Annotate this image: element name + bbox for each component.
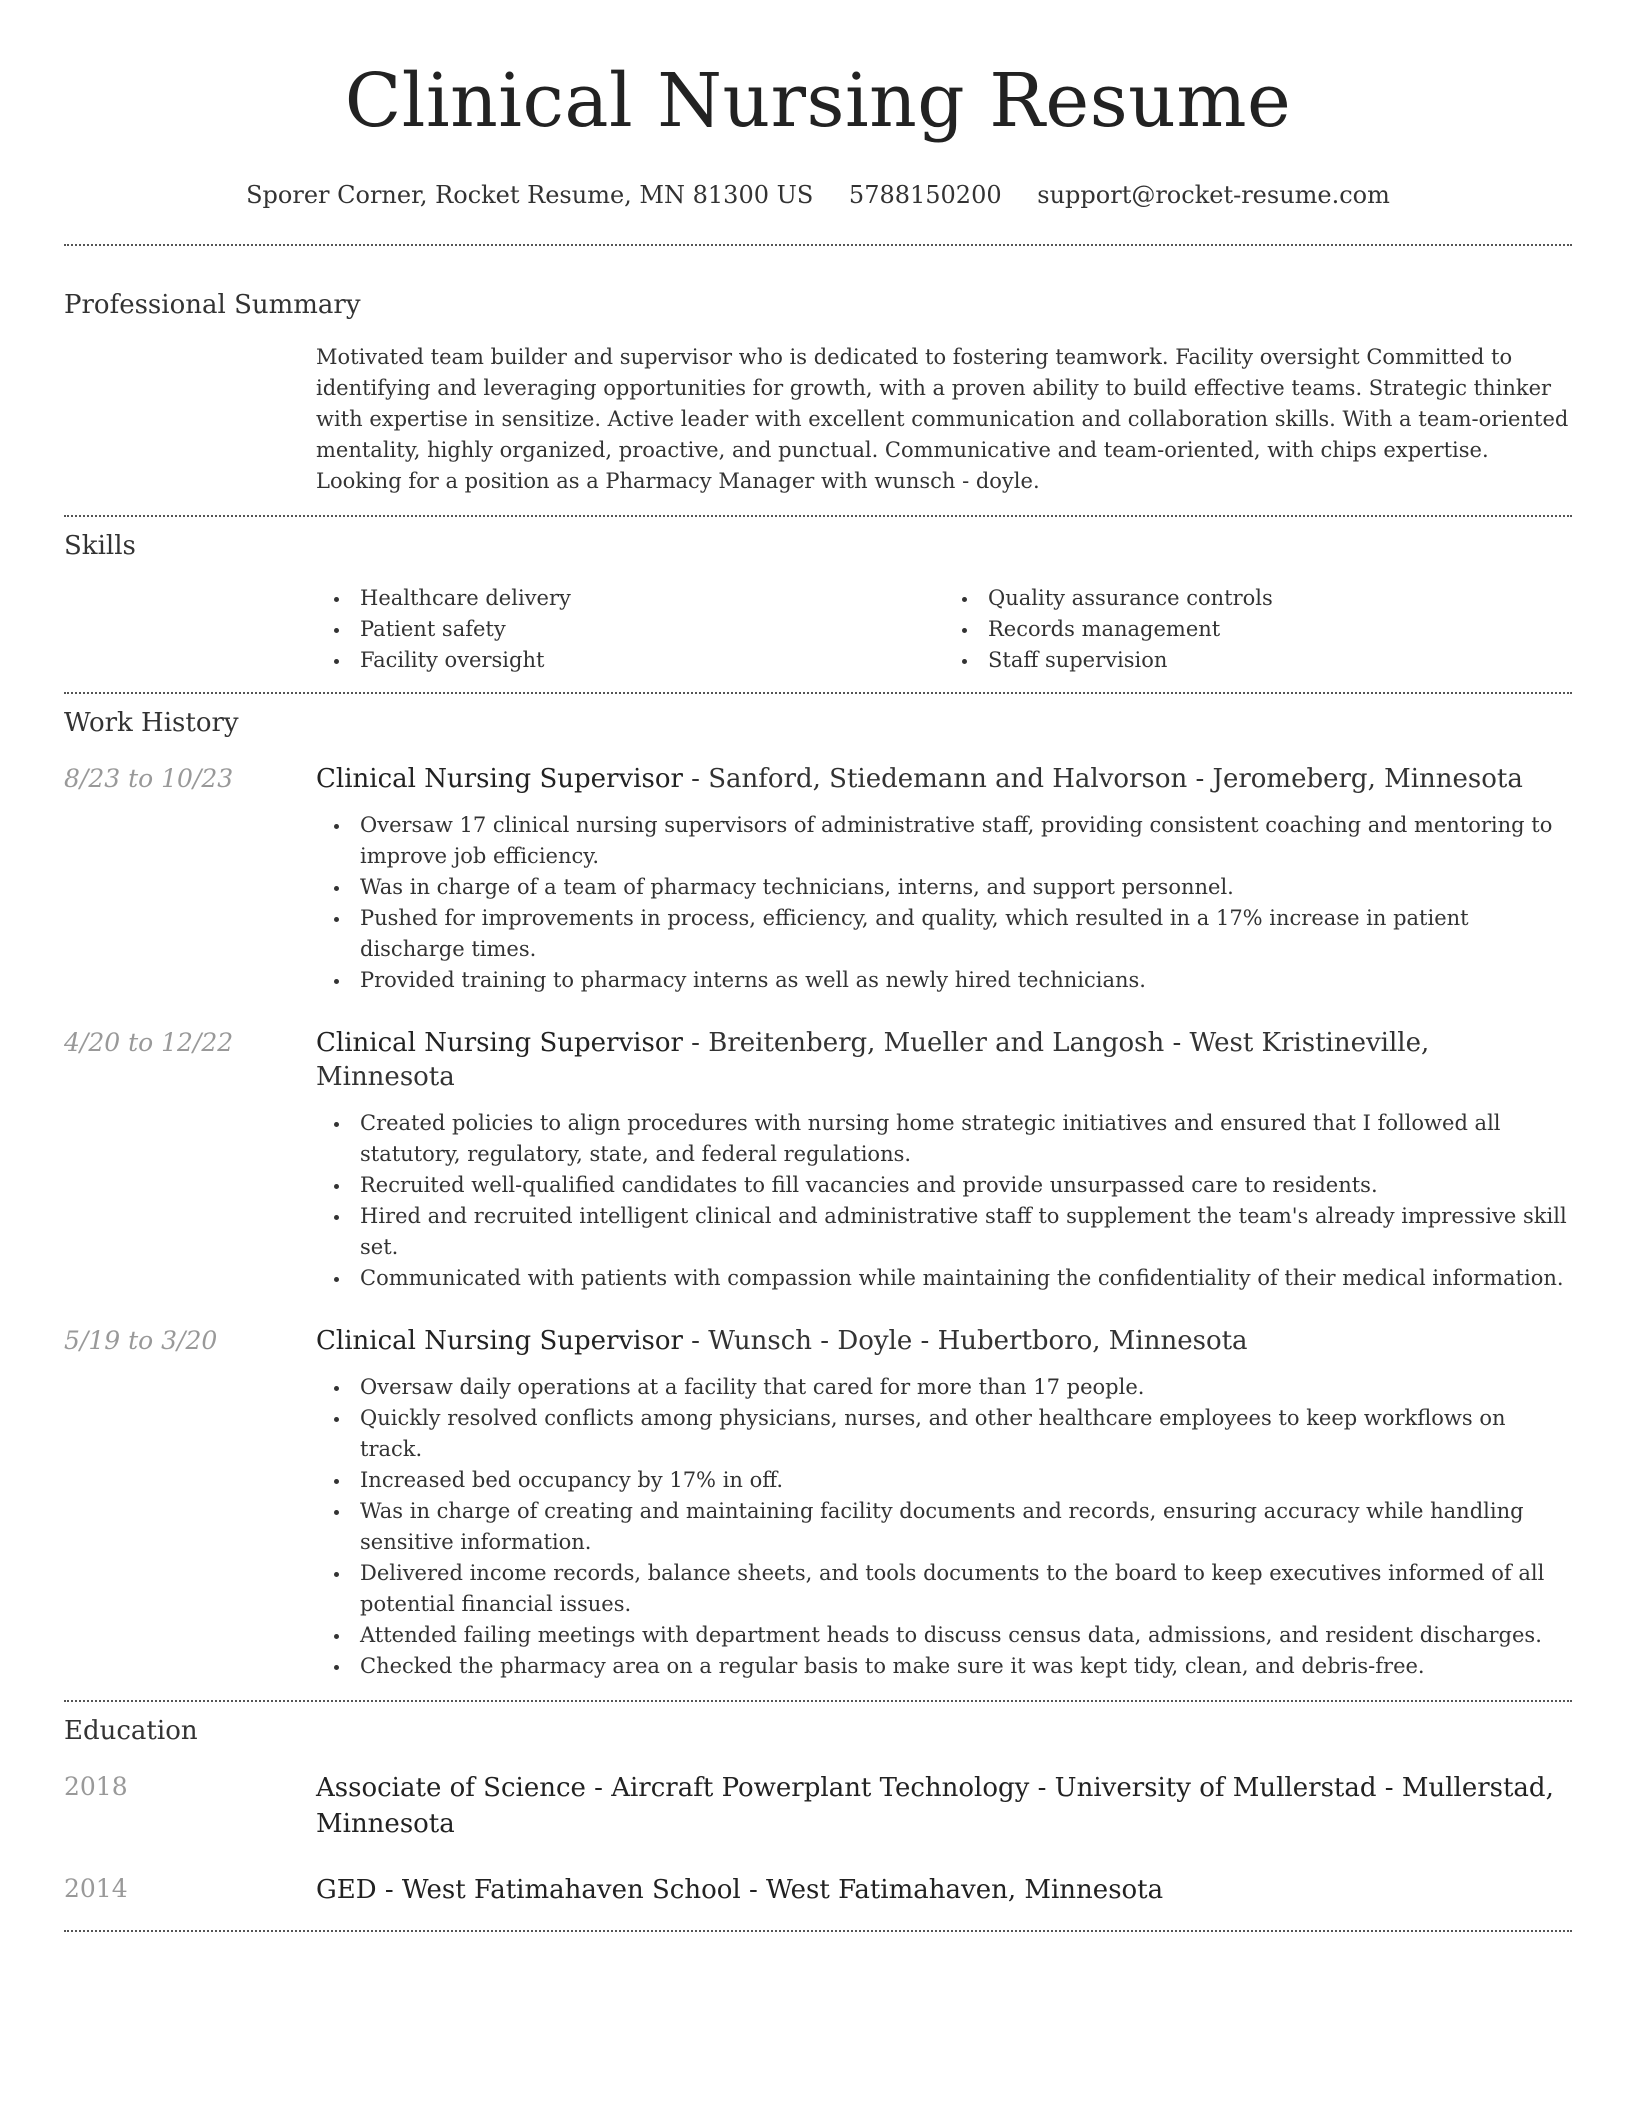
job-entry (64, 1324, 1572, 1682)
list-item: Attended failing meetings with department heads to discuss census data, admissions, and resident discharges. (316, 1620, 1572, 1651)
resume-page (64, 0, 1572, 1932)
skills-list-right (944, 583, 1572, 676)
skill-item: Quality assurance controls (944, 583, 1572, 614)
skill-item: Staff supervision (944, 645, 1572, 676)
job-role: Clinical Nursing Supervisor (316, 1028, 683, 1058)
education-entry (64, 1770, 1572, 1842)
skill-item: Facility oversight (316, 645, 944, 676)
job-role: Clinical Nursing Supervisor (316, 764, 683, 794)
job-details: - Sanford, Stiedemann and Halvorson - Jeromeberg, Minnesota (682, 764, 1523, 794)
work-section (64, 706, 1572, 1682)
education-section (64, 1714, 1572, 1908)
list-item: Increased bed occupancy by 17% in off. (316, 1465, 1572, 1496)
list-item: Oversaw daily operations at a facility that cared for more than 17 people. (316, 1372, 1572, 1403)
list-item: Checked the pharmacy area on a regular basis to make sure it was kept tidy, clean, and debris-free. (316, 1651, 1572, 1682)
divider (64, 692, 1572, 694)
education-year: 2014 (64, 1874, 128, 1903)
list-item: Created policies to align procedures with nursing home strategic initiatives and ensured that I followed all statutory, regulatory, state, and federal regulations. (316, 1108, 1572, 1170)
work-heading: Work History (64, 708, 239, 738)
skills-list-left (316, 583, 944, 676)
list-item: Hired and recruited intelligent clinical and administrative staff to supplement the team's already impressive skill set. (316, 1201, 1572, 1263)
divider (64, 1700, 1572, 1702)
job-dates: 4/20 to 12/22 (64, 1028, 234, 1057)
job-role: Clinical Nursing Supervisor (316, 1326, 683, 1356)
list-item: Quickly resolved conflicts among physicians, nurses, and other healthcare employees to keep workflows on track. (316, 1403, 1572, 1465)
list-item: Communicated with patients with compassion while maintaining the confidentiality of their medical information. (316, 1263, 1572, 1294)
job-entry (64, 1026, 1572, 1294)
education-heading: Education (64, 1716, 198, 1746)
summary-section (64, 288, 1572, 497)
education-year: 2018 (64, 1772, 128, 1801)
skills-heading: Skills (64, 531, 136, 561)
list-item: Pushed for improvements in process, efficiency, and quality, which resulted in a 17% increase in patient discharge times. (316, 903, 1572, 965)
job-title (316, 762, 1572, 796)
job-bullets (316, 810, 1572, 996)
summary-heading: Professional Summary (64, 290, 361, 320)
job-entry (64, 762, 1572, 996)
summary-text: Motivated team builder and supervisor who is dedicated to fostering teamwork. Facility oversight Committed to identifying and leveraging opportunities for growth, with a proven ability to build effective teams. Strategic thinker with expertise in sensitize. Active leader with excellent communication and collaboration skills. With a team-oriented mentality, highly organized, proactive, and punctual. Communicative and team-oriented, with chips expertise. Looking for a position as a Pharmacy Manager with wunsch - doyle. (316, 345, 1569, 493)
divider (64, 244, 1572, 246)
skills-section (64, 529, 1572, 676)
job-details: - Wunsch - Doyle - Hubertboro, Minnesota (682, 1326, 1248, 1356)
job-dates: 5/19 to 3/20 (64, 1326, 218, 1355)
list-item: Provided training to pharmacy interns as well as newly hired technicians. (316, 965, 1572, 996)
divider (64, 515, 1572, 517)
education-title: Associate of Science - Aircraft Powerplant Technology - University of Mullerstad - Mullerstad, Minnesota (316, 1773, 1554, 1839)
list-item: Oversaw 17 clinical nursing supervisors of administrative staff, providing consistent coaching and mentoring to improve job efficiency. (316, 810, 1572, 872)
education-entry (64, 1872, 1572, 1908)
divider (64, 1930, 1572, 1932)
contact-line (64, 180, 1572, 210)
job-details: - Breitenberg, Mueller and Langosh - West Kristineville, Minnesota (316, 1028, 1430, 1092)
skill-item: Patient safety (316, 614, 944, 645)
skill-item: Healthcare delivery (316, 583, 944, 614)
list-item: Was in charge of a team of pharmacy technicians, interns, and support personnel. (316, 872, 1572, 903)
job-bullets (316, 1372, 1572, 1682)
list-item: Delivered income records, balance sheets, and tools documents to the board to keep executives informed of all potential financial issues. (316, 1558, 1572, 1620)
contact-address: Sporer Corner, Rocket Resume, MN 81300 US (246, 181, 814, 209)
job-bullets (316, 1108, 1572, 1294)
job-title (316, 1026, 1572, 1094)
contact-phone: 5788150200 (848, 181, 1002, 209)
page-title: Clinical Nursing Resume (344, 58, 1292, 144)
education-title: GED - West Fatimahaven School - West Fatimahaven, Minnesota (316, 1875, 1164, 1905)
list-item: Recruited well-qualified candidates to fill vacancies and provide unsurpassed care to residents. (316, 1170, 1572, 1201)
job-dates: 8/23 to 10/23 (64, 764, 234, 793)
list-item: Was in charge of creating and maintaining facility documents and records, ensuring accuracy while handling sensitive information. (316, 1496, 1572, 1558)
skill-item: Records management (944, 614, 1572, 645)
contact-email: support@rocket-resume.com (1037, 181, 1390, 209)
job-title (316, 1324, 1572, 1358)
